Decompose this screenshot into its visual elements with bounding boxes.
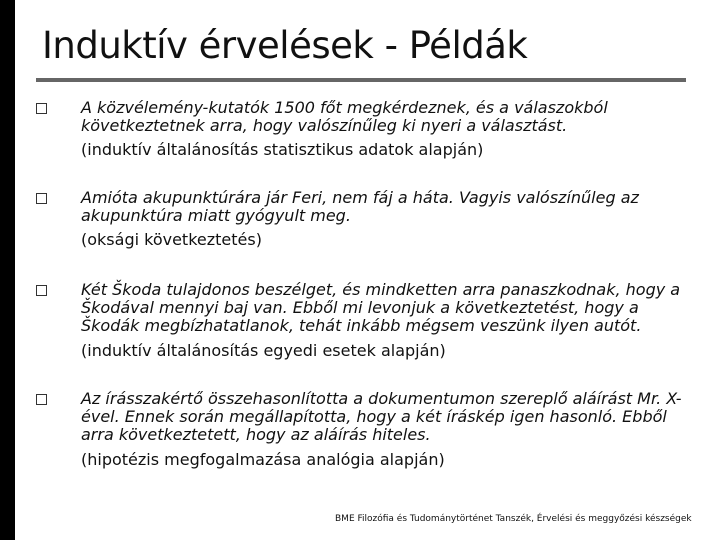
square-bullet-icon	[36, 394, 47, 405]
bullet-note: (induktív általánosítás egyedi esetek alapján)	[81, 341, 446, 360]
square-bullet-icon	[36, 285, 47, 296]
bullet-text: Amióta akupunktúrára jár Feri, nem fáj a háta. Vagyis valószínűleg az akupunktúra miatt gyógyult meg.	[81, 188, 639, 225]
square-bullet-icon	[36, 103, 47, 114]
slide-footer: BME Filozófia és Tudománytörténet Tanszék, Érvelési és meggyőzési készségek	[335, 514, 692, 524]
bullet-text: A közvélemény-kutatók 1500 főt megkérdeznek, és a válaszokból következtetnek arra, hogy valószínűleg ki nyeri a választást.	[81, 98, 608, 135]
slide-title: Induktív érvelések - Példák	[42, 24, 528, 67]
title-divider	[36, 78, 686, 82]
bullet-text: Két Škoda tulajdonos beszélget, és mindketten arra panaszkodnak, hogy a Škodával mennyi baj van. Ebből mi levonjuk a következtetést, hogy a Škodák megbízhatatlanok, tehát inkább mégsem veszünk ilyen autót.	[81, 280, 681, 335]
square-bullet-icon	[36, 193, 47, 204]
bullet-text: Az írásszakértő összehasonlította a dokumentumon szereplő aláírást Mr. X-ével. Ennek során megállapította, hogy a két íráskép igen hasonló. Ebből arra következtetett, hogy az aláírás hiteles.	[81, 389, 682, 444]
bullet-note: (oksági következtetés)	[81, 230, 262, 249]
left-accent-bar	[0, 0, 15, 540]
bullet-note: (hipotézis megfogalmazása analógia alapján)	[81, 450, 445, 469]
bullet-note: (induktív általánosítás statisztikus adatok alapján)	[81, 140, 484, 159]
